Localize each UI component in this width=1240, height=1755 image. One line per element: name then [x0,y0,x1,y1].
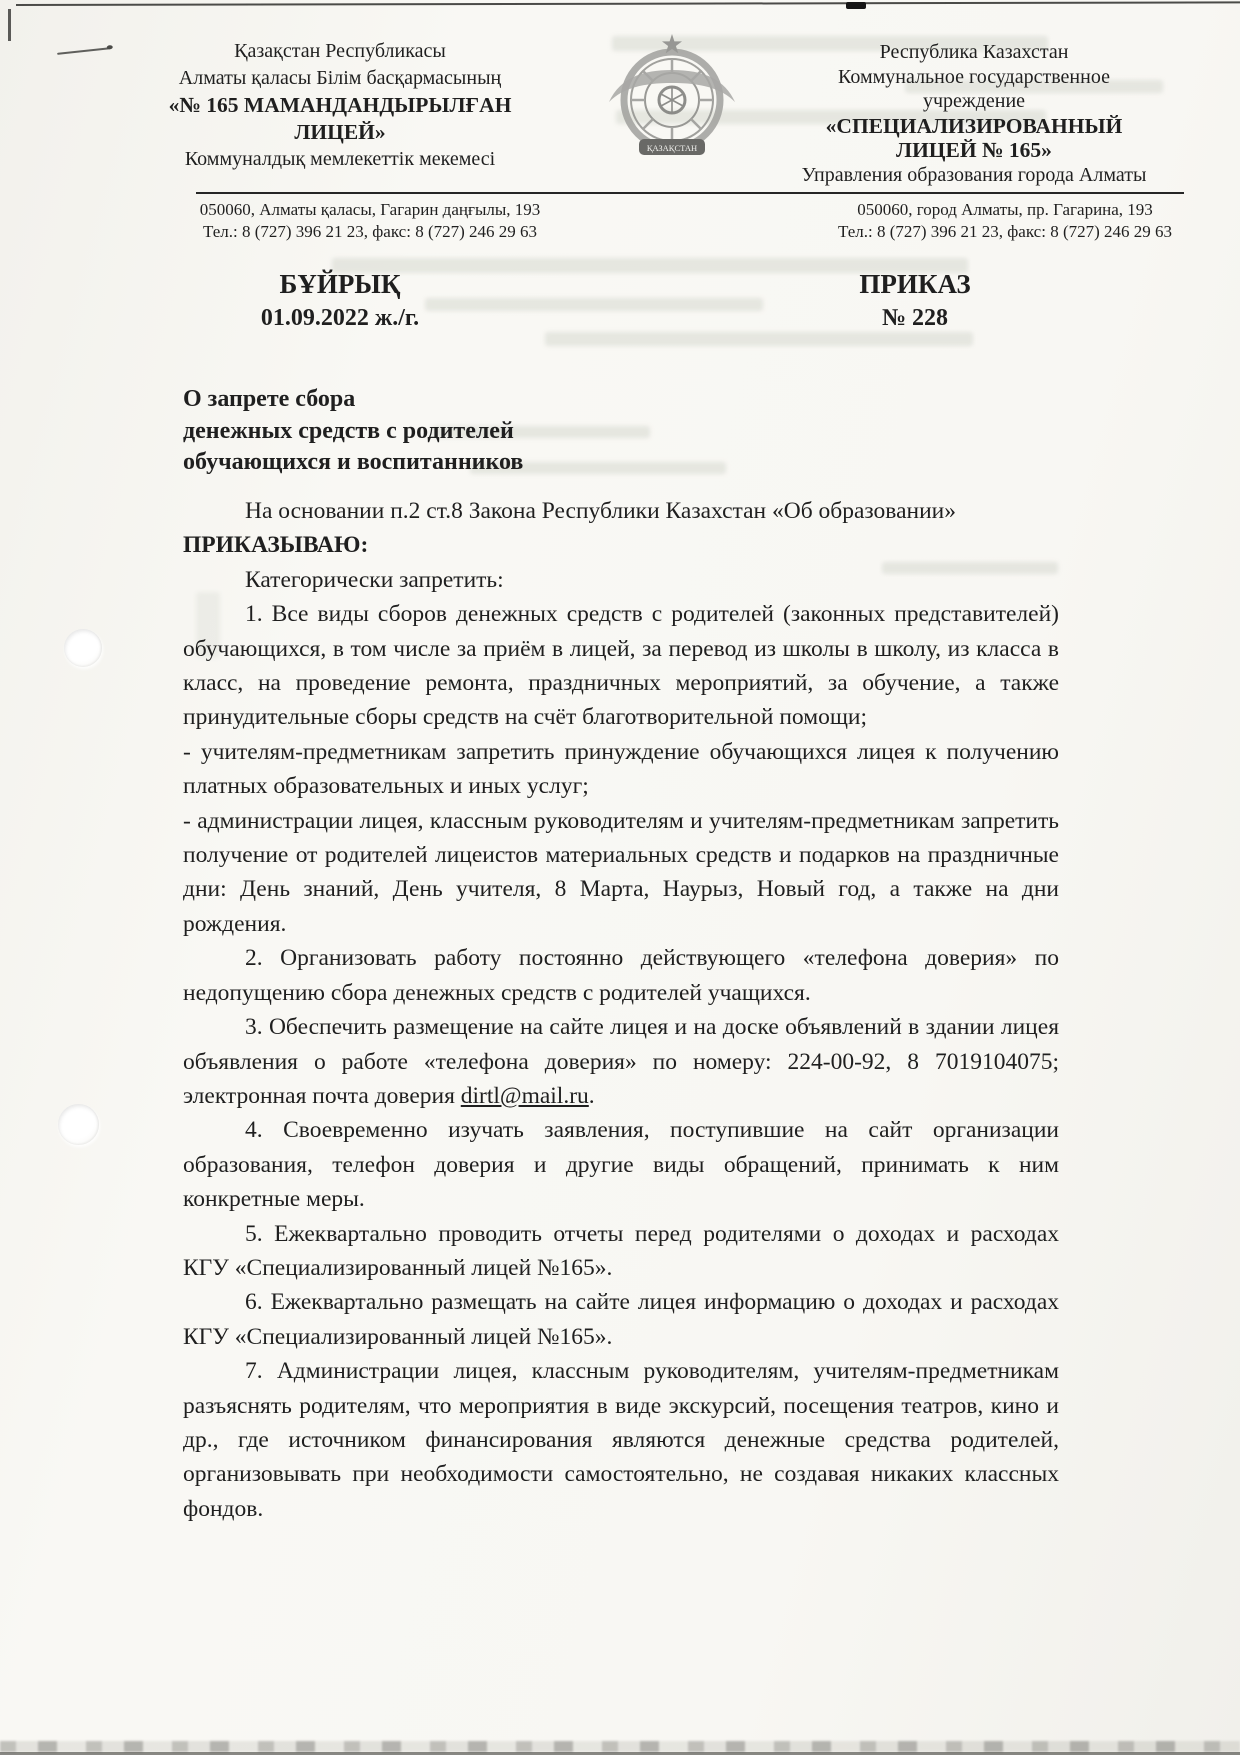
emblem-banner-text: ҚАЗАҚСТАН [646,143,698,153]
scan-edge-mark [8,9,11,41]
order-item-4: 4. Своевременно изучать заявления, поступившие на сайт организации образования, телефон доверия и другие виды обращений, принимать к ним конкретные меры. [183,1117,1059,1213]
letterhead-divider [196,192,1184,194]
order-heading-ru [792,266,1038,335]
hole-punch-bottom [58,1104,99,1145]
scan-bottom-edge [0,1741,1240,1752]
subject-line-1: О запрете сбора [183,386,356,412]
org-name-kk-line2: ЛИЦЕЙ» [294,120,386,144]
org-name-ru-line2: ЛИЦЕЙ № 165» [896,138,1052,162]
order-item-7: 7. Администрации лицея, классным руководителям, учителям-предметникам разъяснять родителям, что мероприятия в виде экскурсий, посещения театров, кино и др., где источником финансирования являются денежные средства родителей, организовывать при необходимости самостоятельно, не создавая никаких классных фондов. [183,1358,1059,1522]
subject-line-3: обучающихся и воспитанников [183,449,524,475]
item-3-text: 3. Обеспечить размещение на сайте лицея и на доске объявлений в здании лицея объявления о работе «телефона доверия» по номеру: 224-00-92, 8 7019104075; электронная почта доверия [183,1014,1059,1109]
order-title-kk: БҰЙРЫҚ [279,269,401,299]
order-date: 01.09.2022 ж./г. [260,305,420,331]
phone-kk: Тел.: 8 (727) 396 21 23, факс: 8 (727) 246 29 63 [202,222,538,241]
order-item-1: 1. Все виды сборов денежных средств с родителей (законных представителей) обучающихся, в том числе за приём в лицей, за перевод из школы в школу, из класса в класс, на проведение ремонта, праздничных мероприятий, за обучение, а также принудительные сборы средств на счёт благотворительной помощи; [183,601,1059,731]
order-dash-item-2: - администрации лицея, классным руководителям и учителям-предметникам запретить получение от родителей лицеистов материальных средств и подарков на праздничные дни: День знаний, День учителя, 8 Марта, Наурыз, Новый год, а также на дни рождения. [183,807,1059,937]
staple-mark [57,47,111,55]
address-ru: 050060, город Алматы, пр. Гагарина, 193 [857,200,1153,219]
address-kk: 050060, Алматы қаласы, Гагарин даңғылы, 193 [199,200,541,219]
order-verb: ПРИКАЗЫВАЮ: [183,532,369,559]
scan-top-edge [16,1,1240,6]
order-number: № 228 [881,305,949,331]
order-subject [183,384,783,479]
letterhead-kazakh [140,38,540,173]
org-country-ru: Республика Казахстан [879,41,1069,63]
hole-punch-top [64,629,102,667]
item-3-period: . [588,1082,595,1109]
order-basis: На основании п.2 ст.8 Закона Республики Казахстан «Об образовании» [245,498,957,524]
trust-email: dirtl@mail.ru [460,1082,589,1109]
org-type-kk: Коммуналдық мемлекеттік мекемесі [184,148,496,170]
org-name-kk-line1: «№ 165 МАМАНДАНДЫРЫЛҒАН [168,93,512,117]
order-item-5: 5. Ежеквартально проводить отчеты перед родителями о доходах и расходах КГУ «Специализированный лицей №165». [183,1220,1059,1281]
address-block-kk [160,199,580,243]
org-authority-kk: Алматы қаласы Білім басқармасының [178,67,502,89]
order-body [183,494,1059,1526]
org-type-ru-line1: Коммунальное государственное [838,65,1110,88]
order-dash-item-1: - учителям-предметникам запретить принуждение обучающихся лицея к получению платных образовательных и иных услуг; [183,738,1059,800]
order-item-3 [183,1010,1059,1113]
letterhead-russian [728,40,1220,187]
order-heading-kk [212,266,468,335]
order-item-6: 6. Ежеквартально размещать на сайте лицея информацию о доходах и расходах КГУ «Специализированный лицей №165». [183,1289,1059,1350]
order-item-2: 2. Организовать работу постоянно действующего «телефона доверия» по недопущению сбора денежных средств с родителей учащихся. [183,945,1059,1006]
org-type-ru-line2: учреждение [922,90,1026,112]
scan-ink-mark [846,2,866,9]
phone-ru: Тел.: 8 (727) 396 21 23, факс: 8 (727) 246 29 63 [837,222,1173,241]
order-intro: Категорически запретить: [245,566,504,593]
address-block-ru [790,199,1220,243]
bleedthrough-mark [425,298,763,311]
org-country-kk: Қазақстан Республикасы [234,40,446,62]
org-authority-ru: Управления образования города Алматы [801,163,1147,186]
kazakhstan-coat-of-arms-icon [595,28,750,173]
order-title-ru: ПРИКАЗ [859,269,971,299]
org-name-ru-line1: «СПЕЦИАЛИЗИРОВАННЫЙ [825,113,1123,138]
subject-line-2: денежных средств с родителей [183,417,514,444]
